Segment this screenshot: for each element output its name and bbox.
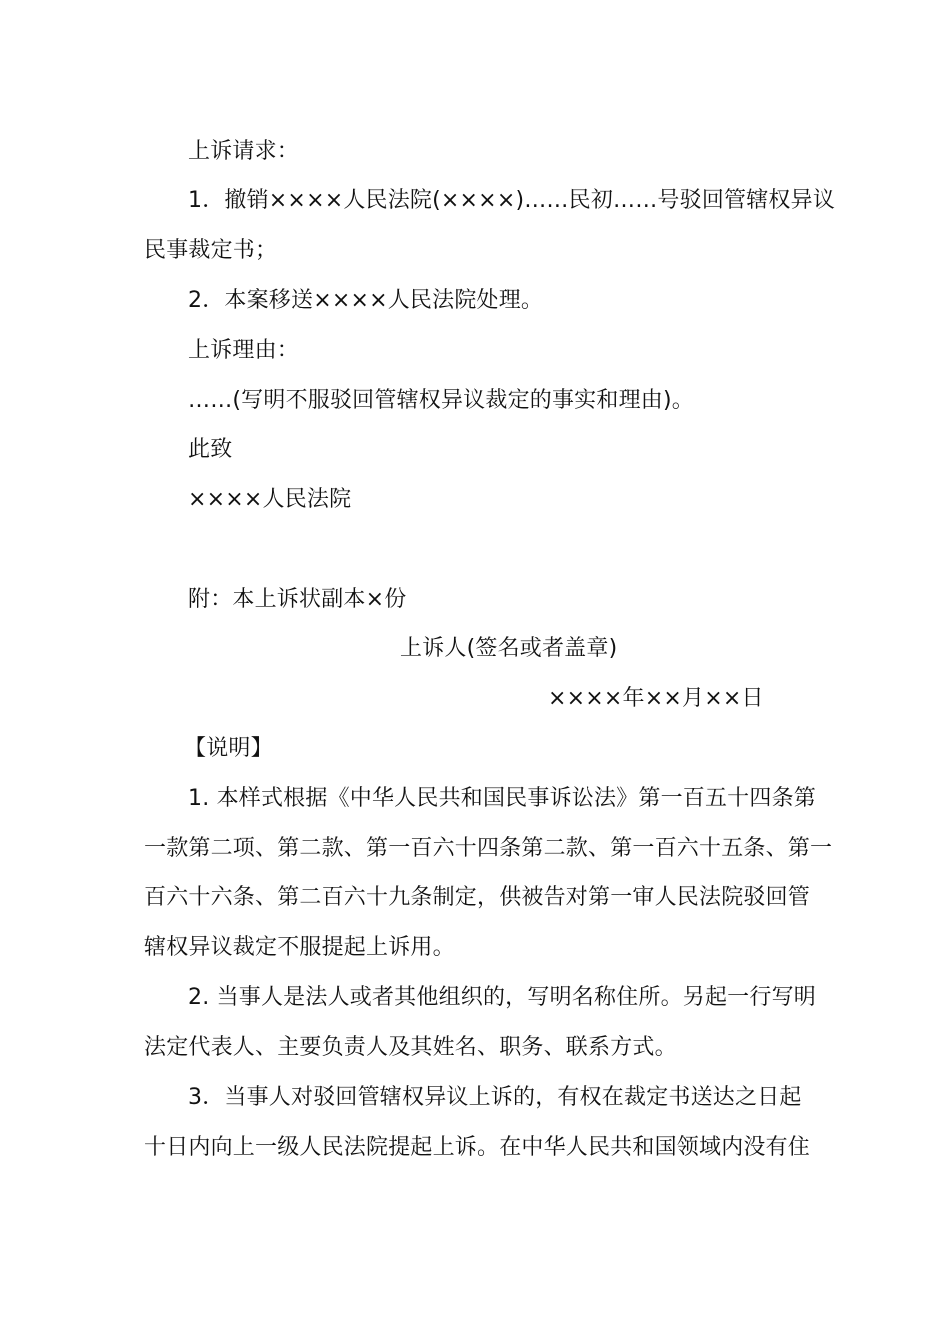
note-2-continued: 法定代表人、主要负责人及其姓名、职务、联系方式。: [144, 1035, 677, 1060]
notes-heading: 【说明】: [184, 736, 273, 761]
appeal-reason-heading: 上诉理由：: [188, 338, 300, 363]
note-3-continued: 十日内向上一级人民法院提起上诉。在中华人民共和国领域内没有住: [144, 1135, 811, 1160]
note-2: 2. 当事人是法人或者其他组织的，写明名称住所。另起一行写明: [188, 985, 816, 1010]
note-3: 3．当事人对驳回管辖权异议上诉的，有权在裁定书送达之日起: [188, 1085, 802, 1110]
appeal-request-heading: 上诉请求：: [188, 139, 300, 164]
court-name: ××××人民法院: [188, 487, 352, 512]
request-item-1: 1．撤销××××人民法院(××××)……民初……号驳回管辖权异议: [188, 188, 836, 213]
appeal-reason-text: ……(写明不服驳回管辖权异议裁定的事实和理由)。: [188, 388, 694, 413]
note-1-continued: 辖权异议裁定不服提起上诉用。: [144, 935, 455, 960]
signature-line: 上诉人(签名或者盖章): [400, 636, 618, 661]
note-1: 1. 本样式根据《中华人民共和国民事诉讼法》第一百五十四条第: [188, 786, 816, 811]
note-1-continued: 百六十六条、第二百六十九条制定，供被告对第一审人民法院驳回管: [144, 885, 811, 910]
attachment-line: 附：本上诉状副本×份: [188, 587, 407, 612]
date-line: ××××年××月××日: [548, 686, 764, 711]
salutation: 此致: [188, 437, 233, 462]
note-1-continued: 一款第二项、第二款、第一百六十四条第二款、第一百六十五条、第一: [144, 836, 833, 861]
request-item-1-continued: 民事裁定书；: [144, 238, 278, 263]
request-item-2: 2．本案移送××××人民法院处理。: [188, 288, 544, 313]
